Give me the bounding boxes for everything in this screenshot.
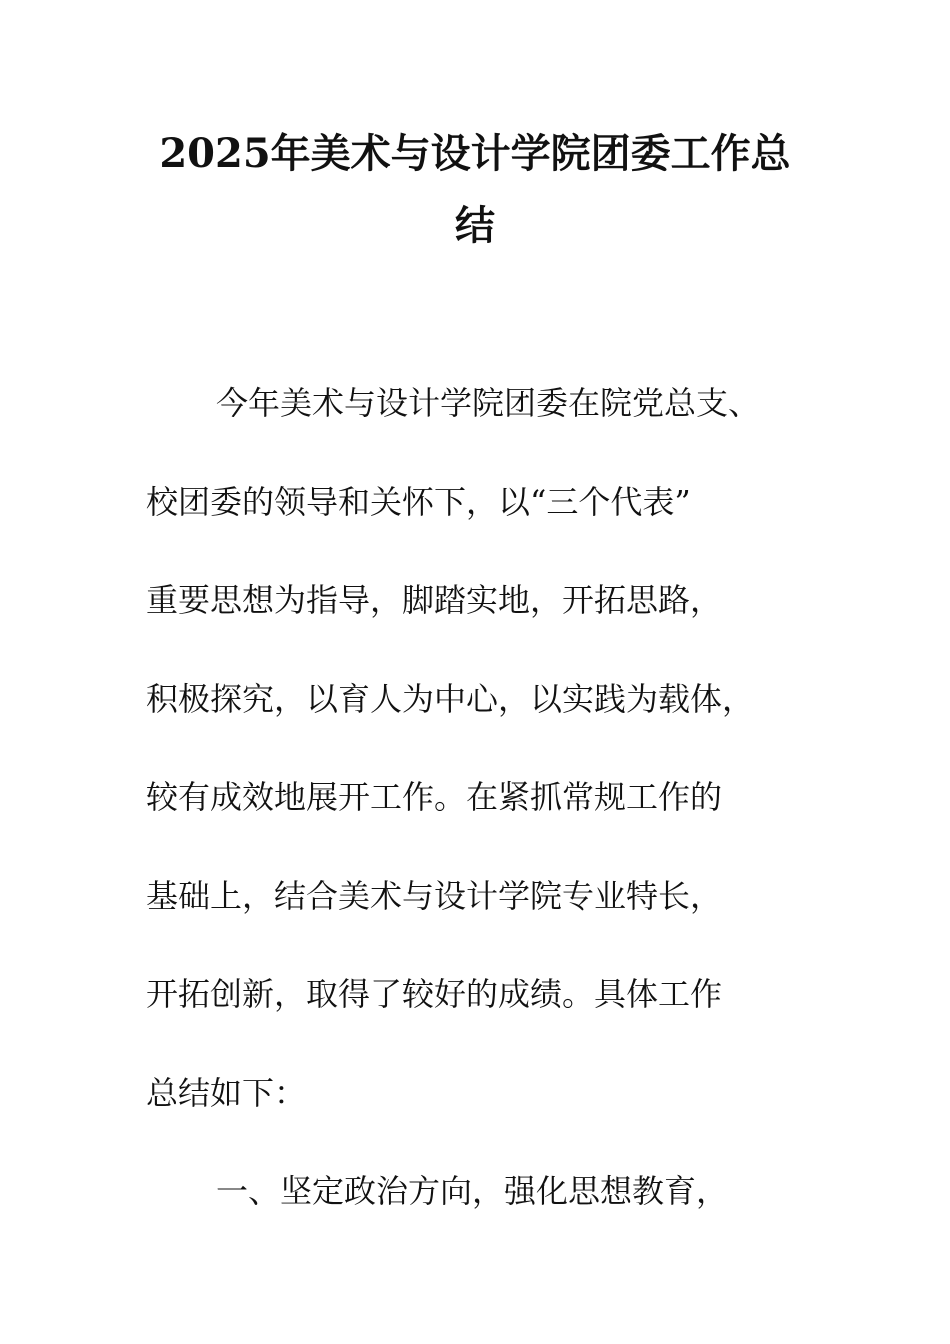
section-heading-line: 一、坚定政治方向，强化思想教育， bbox=[216, 1172, 729, 1210]
paragraph-line: 重要思想为指导，脚踏实地，开拓思路， bbox=[146, 581, 723, 619]
paragraph-line: 校团委的领导和关怀下，以“三个代表” bbox=[146, 482, 691, 521]
document-title bbox=[140, 118, 810, 262]
document-body bbox=[146, 368, 811, 1255]
title-line-2: 结 bbox=[455, 202, 495, 249]
paragraph-line: 基础上，结合美术与设计学院专业特长， bbox=[146, 876, 723, 915]
title-line-1: 2025年美术与设计学院团委工作总 bbox=[159, 130, 791, 177]
paragraph-line: 今年美术与设计学院团委在院党总支、 bbox=[216, 384, 761, 422]
paragraph-line: 总结如下： bbox=[146, 1073, 307, 1112]
paragraph-line: 积极探究，以育人为中心，以实践为载体， bbox=[146, 679, 755, 718]
paragraph-line: 较有成效地展开工作。在紧抓常规工作的 bbox=[146, 778, 723, 816]
paragraph-line: 开拓创新，取得了较好的成绩。具体工作 bbox=[146, 975, 723, 1013]
